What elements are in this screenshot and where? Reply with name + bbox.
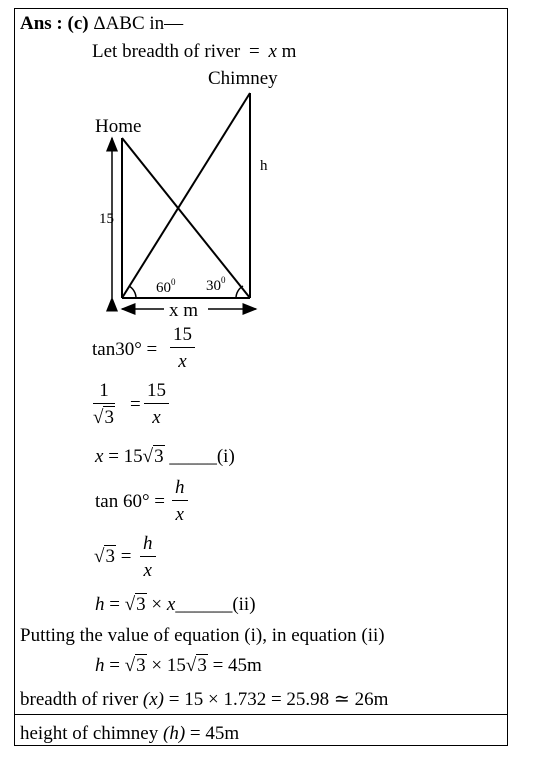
step2-right-fraction [144, 381, 169, 427]
step7-var: h [95, 655, 105, 676]
height-rest: = 45m [185, 723, 240, 744]
angle-arc-left [129, 286, 136, 298]
putting-text: Putting the value of equation (i), in equation (ii) [20, 625, 385, 646]
step5-fraction [140, 534, 156, 580]
step2-rden: x [152, 407, 161, 428]
step5-lhs: √3 = [94, 546, 132, 567]
step7-radicand-1: 3 [136, 655, 146, 676]
step4-lhs: tan 60° = [95, 491, 166, 512]
step1-den: x [178, 351, 187, 372]
let-eq: = [248, 41, 260, 62]
width-label: x m [169, 300, 199, 321]
step4-den: x [175, 504, 184, 525]
height-label: 15 [99, 211, 114, 227]
step6-times: × [146, 594, 167, 615]
step5-eq: = [115, 546, 132, 567]
step5-den: x [143, 560, 152, 581]
step7: h = √3 × 15√3 = 45m [95, 655, 262, 676]
step4-fraction [172, 478, 188, 524]
step2-num: 1 [93, 381, 115, 404]
step1-fraction [170, 325, 195, 371]
step2-den: √3 [93, 407, 114, 428]
chimney-label: Chimney [208, 68, 278, 89]
step4-num: h [172, 478, 188, 501]
breadth-answer [20, 690, 388, 709]
step3: x = 15√3 _____(i) [95, 446, 235, 467]
step2-rnum: 15 [144, 381, 169, 404]
step3-tag: _____(i) [169, 446, 235, 467]
angle-right-label: $30^0$ [206, 275, 226, 294]
step7-radicand-2: 3 [197, 655, 207, 676]
step1-num: 15 [170, 325, 195, 348]
step6-var: h [95, 594, 105, 615]
step6-radicand: 3 [136, 594, 146, 615]
let-var: x [268, 41, 277, 62]
height-answer [20, 724, 239, 743]
step6-x: x [166, 594, 176, 615]
height-var: (h) [163, 723, 186, 744]
h-label: h [260, 158, 268, 174]
step5-radicand: 3 [105, 546, 115, 567]
step7-eq: = [104, 655, 125, 676]
home-label: Home [95, 116, 142, 137]
breadth-var: (x) [142, 689, 165, 710]
step6-tag: ______(ii) [175, 594, 256, 615]
diagonal-home-to-chimney-base [122, 138, 250, 298]
step3-eq: = 15 [103, 446, 143, 467]
triangle-text: ΔABC in— [93, 13, 184, 34]
let-unit: m [281, 41, 297, 62]
breadth-rest: = 15 × 1.732 = 25.98 ≃ 26m [164, 689, 389, 710]
breadth-text: breadth of river [20, 689, 139, 710]
let-prefix: Let breadth of river [92, 41, 241, 62]
diagram [0, 0, 534, 330]
answer-label: Ans : (c) [20, 13, 89, 34]
step3-radicand: 3 [154, 446, 164, 467]
step5-num: h [140, 534, 156, 557]
step7-mid: × 15 [146, 655, 186, 676]
step2-left-fraction [93, 381, 115, 427]
step2-den-radicand: 3 [104, 407, 114, 428]
step3-var: x [95, 446, 104, 467]
step7-result: = 45m [207, 655, 262, 676]
step1-lhs: tan30° = [92, 339, 158, 360]
height-text: height of chimney [20, 723, 159, 744]
step2-eq: = [130, 394, 141, 415]
step6: h = √3 × x______(ii) [95, 594, 256, 615]
angle-left-label: $60^0$ [156, 277, 176, 296]
step6-eq: = [104, 594, 125, 615]
answer-separator [14, 714, 508, 715]
